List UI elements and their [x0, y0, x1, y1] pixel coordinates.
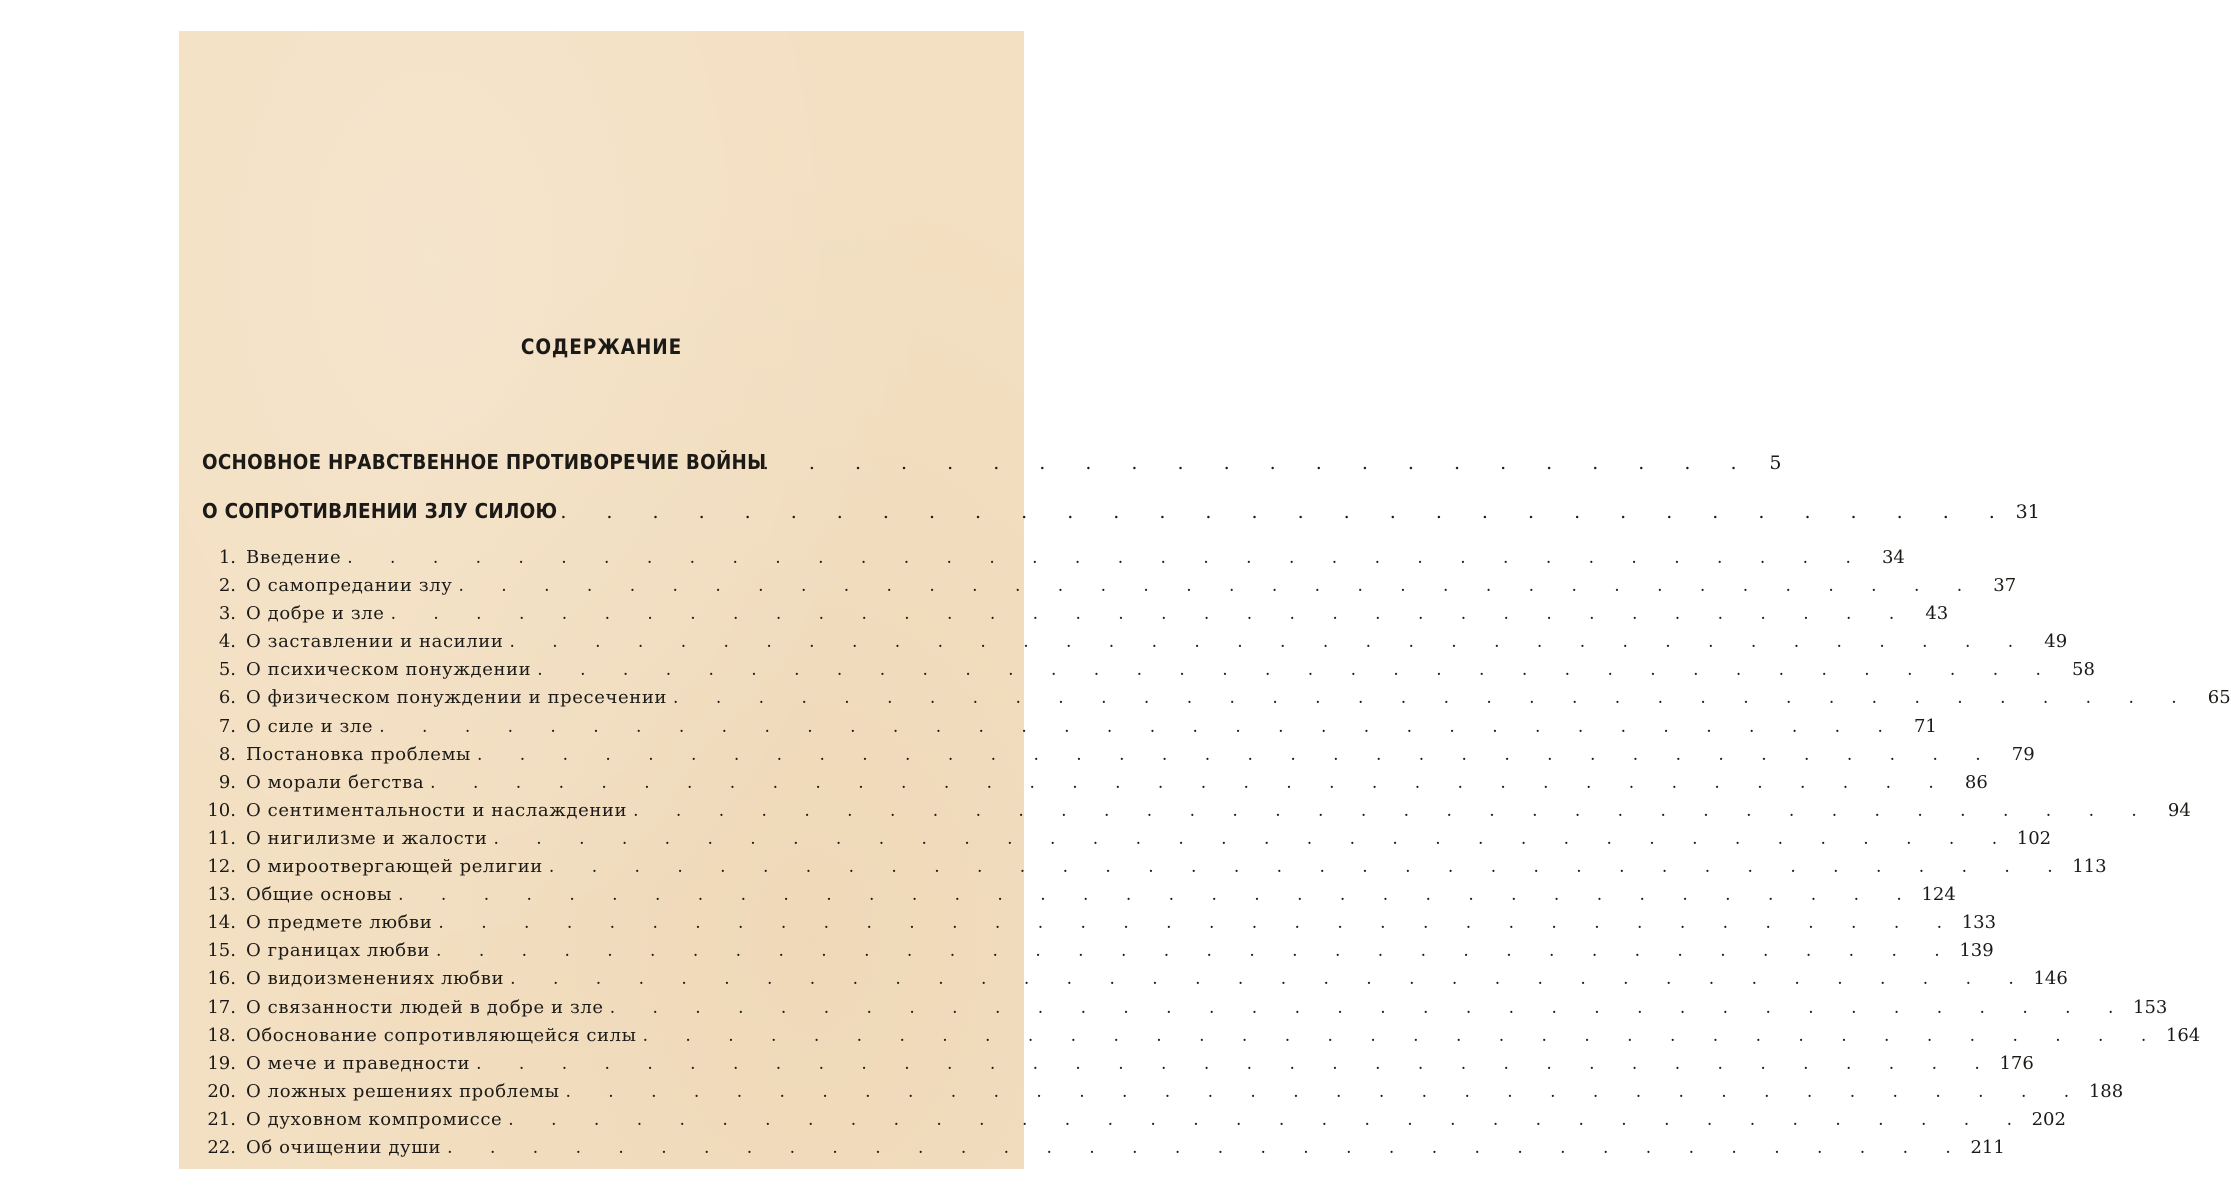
dot-leader: . . . . . . . . . . . . . . . . . . . . . . . . . . . . . . . . . . . .	[609, 997, 2130, 1018]
toc-chapter-row	[196, 687, 2231, 715]
toc-heading: СОДЕРЖАНИЕ	[520, 335, 683, 359]
chapter-page-number: 188	[2088, 1080, 2124, 1102]
chapter-number: 15.	[207, 940, 236, 962]
chapter-number: 1.	[218, 547, 236, 568]
chapter-page-number: 202	[2031, 1108, 2066, 1130]
dot-leader: . . . . . . . . . . . . . . . . . . . . . . . . . . . . . . . . . . . .	[430, 772, 1950, 793]
chapter-title: О добре и зле	[246, 603, 385, 625]
dot-leader: . . . . . . . . . . . . . . . . . . . . . . . . . . . . . . . . . . . .	[436, 941, 1956, 962]
chapter-page-number: 211	[1970, 1136, 2005, 1158]
toc-chapter-row	[196, 1136, 2005, 1165]
chapter-number: 13.	[207, 884, 236, 906]
chapter-title: О предмете любви	[246, 912, 433, 934]
chapter-number: 22.	[207, 1136, 236, 1158]
dot-leader: . . . . . . . . . . . . . . . . . . . . . .	[762, 452, 1754, 474]
chapter-page-number: 34	[1881, 547, 1905, 568]
dot-leader: . . . . . . . . . . . . . . . . . . . . . . . . . . . . . . . . . . . .	[476, 744, 1997, 765]
toc-chapter-row	[196, 547, 1905, 575]
chapter-title: Общие основы	[246, 884, 393, 906]
chapter-page-number: 153	[2133, 996, 2168, 1018]
chapter-page-number: 49	[2044, 631, 2068, 653]
chapter-number: 19.	[207, 1052, 236, 1074]
chapter-page-number: 164	[2165, 1024, 2201, 1046]
dot-leader: . . . . . . . . . . . . . . . . . . . . . . . . . . . . . . . . . . . .	[633, 800, 2153, 821]
dot-leader: . . . . . . . . . . . . . . . . . . . . . . . . . . . . . . . . . . . .	[565, 1081, 2086, 1102]
chapter-title: О физическом понуждении и пресечении	[246, 687, 668, 709]
toc-chapter-row	[196, 631, 2068, 659]
chapter-title: О связанности людей в добре и зле	[246, 996, 604, 1018]
dot-leader: . . . . . . . . . . . . . . . . . . . . . . . . . . . . . . . .	[560, 501, 2012, 523]
chapter-title: О морали бегства	[246, 771, 425, 793]
dot-leader: . . . . . . . . . . . . . . . . . . . . . . . . . . . . . . . . . . . .	[493, 828, 2014, 849]
book-page	[179, 31, 2231, 1169]
chapter-title: Об очищении души	[246, 1136, 442, 1158]
chapter-number: 2.	[218, 575, 236, 597]
chapter-title: О заставлении и насилии	[246, 631, 504, 653]
chapter-number: 7.	[218, 715, 236, 737]
chapter-page-number: 176	[1999, 1052, 2034, 1074]
chapter-page-number: 43	[1925, 603, 1949, 625]
chapter-title: О нигилизме и жалости	[246, 827, 488, 849]
dot-leader: . . . . . . . . . . . . . . . . . . . . . . . . . . . . . . . . . . . .	[379, 716, 1899, 737]
toc-chapter-row	[196, 884, 1956, 912]
chapter-page-number: 58	[2072, 659, 2095, 681]
chapter-page-number: 146	[2033, 968, 2068, 990]
toc-chapter-row	[196, 1024, 2201, 1053]
dot-leader: . . . . . . . . . . . . . . . . . . . . . . . . . . . . . . . . . . . .	[509, 632, 2030, 653]
dot-leader: . . . . . . . . . . . . . . . . . . . . . . . . . . . . . . . . . . . .	[476, 1053, 1996, 1074]
chapter-title: Постановка проблемы	[246, 743, 471, 765]
chapter-number: 8.	[218, 743, 236, 765]
toc-chapter-row	[196, 940, 1994, 968]
dot-leader: . . . . . . . . . . . . . . . . . . . . . . . . . . . . . . . . . . . .	[673, 688, 2193, 709]
toc-chapter-row	[196, 799, 2191, 828]
chapter-number: 4.	[218, 631, 236, 653]
chapter-page-number: 86	[1964, 771, 1988, 793]
section-page-number: 5	[1769, 452, 1782, 474]
chapter-page-number: 124	[1921, 884, 1956, 906]
toc-chapter-row	[196, 659, 2095, 687]
chapter-title: О силе и зле	[246, 715, 374, 737]
chapter-page-number: 113	[2072, 856, 2107, 878]
chapter-number: 20.	[207, 1080, 236, 1102]
chapter-page-number: 133	[1961, 912, 1997, 934]
chapter-title: О психическом понуждении	[246, 659, 532, 681]
toc-chapter-row	[196, 575, 2017, 603]
dot-leader: . . . . . . . . . . . . . . . . . . . . . . . . . . . . . . . . . . . .	[398, 885, 1918, 906]
dot-leader: . . . . . . . . . . . . . . . . . . . . . . . . . . . . . . . . . . . .	[510, 969, 2030, 990]
toc-section-2	[202, 499, 2040, 523]
chapter-title: О границах любви	[246, 940, 431, 962]
chapter-title: О ложных решениях проблемы	[246, 1080, 560, 1102]
toc-chapter-row	[196, 827, 2052, 856]
toc-chapter-row	[196, 996, 2168, 1025]
chapter-title: О мече и праведности	[246, 1052, 471, 1074]
chapter-number: 21.	[207, 1108, 236, 1130]
toc-chapter-row	[196, 1052, 2034, 1081]
dot-leader: . . . . . . . . . . . . . . . . . . . . . . . . . . . . . . . . . . . .	[458, 576, 1979, 597]
chapter-title: Введение	[246, 547, 342, 568]
toc-chapter-row	[196, 603, 1949, 631]
chapter-page-number: 102	[2016, 827, 2052, 849]
chapter-title: О самопредании злу	[246, 575, 453, 597]
chapter-page-number: 79	[2011, 743, 2035, 765]
chapter-number: 6.	[218, 687, 236, 709]
dot-leader: . . . . . . . . . . . . . . . . . . . . . . . . . . . . . . . . . . . .	[548, 857, 2069, 878]
toc-section-1	[202, 450, 1782, 474]
dot-leader: . . . . . . . . . . . . . . . . . . . . . . . . . . . . . . . . . . . .	[438, 913, 1959, 934]
chapter-number: 9.	[218, 771, 236, 793]
chapter-number: 18.	[207, 1024, 236, 1046]
chapter-title: Обоснование сопротивляющейся силы	[246, 1024, 637, 1046]
chapter-page-number: 65	[2207, 687, 2231, 709]
chapter-number: 3.	[218, 603, 236, 625]
chapter-page-number: 71	[1913, 715, 1937, 737]
chapter-list	[196, 547, 2231, 1165]
chapter-page-number: 37	[1993, 575, 2017, 597]
dot-leader: . . . . . . . . . . . . . . . . . . . . . . . . . . . . . . . . . . . .	[390, 604, 1911, 625]
chapter-number: 10.	[207, 799, 236, 821]
toc-chapter-row	[196, 715, 1937, 744]
dot-leader: . . . . . . . . . . . . . . . . . . . . . . . . . . . . . . . . . . . .	[508, 1109, 2028, 1130]
section-title: ОСНОВНОЕ НРАВСТВЕННОЕ ПРОТИВОРЕЧИЕ ВОЙНЫ	[202, 450, 767, 474]
chapter-number: 14.	[207, 912, 236, 934]
toc-chapter-row	[196, 771, 1988, 800]
toc-chapter-row	[196, 1080, 2124, 1109]
toc-chapter-row	[196, 856, 2107, 884]
chapter-title: О мироотвергающей религии	[246, 856, 543, 878]
dot-leader: . . . . . . . . . . . . . . . . . . . . . . . . . . . . . . . . . . . .	[447, 1137, 1967, 1158]
toc-chapter-row	[196, 912, 1997, 940]
dot-leader: . . . . . . . . . . . . . . . . . . . . . . . . . . . . . . . . . . . .	[537, 660, 2057, 681]
chapter-title: О сентиментальности и наслаждении	[246, 799, 628, 821]
chapter-number: 5.	[218, 659, 236, 681]
chapter-page-number: 94	[2167, 799, 2191, 821]
toc-chapter-row	[196, 968, 2068, 996]
section-page-number: 31	[2015, 501, 2040, 523]
chapter-number: 12.	[207, 856, 236, 878]
chapter-number: 16.	[207, 968, 236, 990]
section-title: О СОПРОТИВЛЕНИИ ЗЛУ СИЛОЮ	[202, 499, 558, 523]
chapter-title: О видоизменениях любви	[246, 968, 505, 990]
toc-chapter-row	[196, 743, 2035, 772]
dot-leader: . . . . . . . . . . . . . . . . . . . . . . . . . . . . . . . . . . . .	[347, 548, 1867, 568]
chapter-page-number: 139	[1959, 940, 1994, 962]
toc-chapter-row	[196, 1108, 2066, 1137]
dot-leader: . . . . . . . . . . . . . . . . . . . . . . . . . . . . . . . . . . . .	[642, 1025, 2163, 1046]
chapter-title: О духовном компромиссе	[246, 1108, 503, 1130]
chapter-number: 17.	[207, 996, 236, 1018]
chapter-number: 11.	[207, 827, 236, 849]
